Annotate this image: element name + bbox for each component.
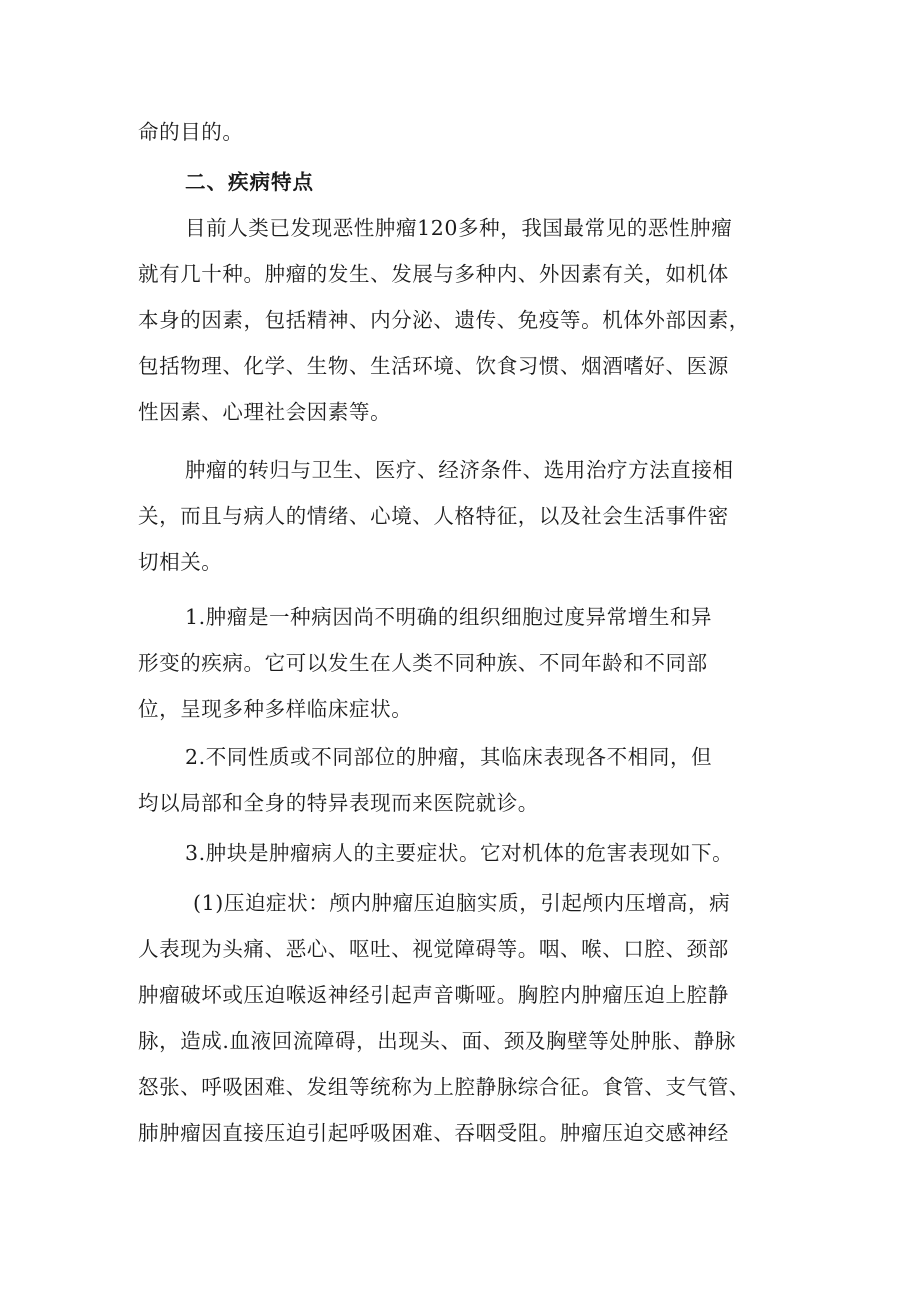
text-line: 人表现为头痛、恶心、呕吐、视觉障碍等。咽、喉、口腔、颈部 [138,937,729,961]
text-line: 形变的疾病。它可以发生在人类不同种族、不同年龄和不同部 [138,651,708,675]
text-line: 本身的因素，包括精神、内分泌、遗传、免疫等。机体外部因素， [138,308,750,332]
text-line: 关，而且与病人的情绪、心境、人格特征，以及社会生活事件密 [138,504,729,528]
numbered-item: 3.肿块是肿瘤病人的主要症状。它对机体的危害表现如下。 [185,841,734,865]
text-line: 性因素、心理社会因素等。 [138,400,392,424]
text-line: 切相关。 [138,550,223,574]
text-line: 肺肿瘤因直接压迫引起呼吸困难、吞咽受阻。肿瘤压迫交感神经 [138,1121,729,1145]
text-line: 目前人类已发现恶性肿瘤120多种，我国最常见的恶性肿瘤 [185,216,733,240]
text-line: 位，呈现多种多样临床症状。 [138,697,413,721]
text-line: 包括物理、化学、生物、生活环境、饮食习惯、烟酒嗜好、医源 [138,354,729,378]
text-line: 就有几十种。肿瘤的发生、发展与多种内、外因素有关，如机体 [138,262,729,286]
sub-item: (1)压迫症状：颅内肿瘤压迫脑实质，引起颅内压增高，病 [193,891,731,915]
text-line: 脉，造成.血液回流障碍，出现头、面、颈及胸壁等处肿胀、静脉 [138,1029,736,1053]
section-heading: 二、疾病特点 [185,170,314,194]
numbered-item: 1.肿瘤是一种病因尚不明确的组织细胞过度异常增生和异 [185,605,713,629]
text-line: 怒张、呼吸困难、发组等统称为上腔静脉综合征。食管、支气管、 [138,1075,750,1099]
text-line: 肿瘤破坏或压迫喉返神经引起声音嘶哑。胸腔内肿瘤压迫上腔静 [138,983,729,1007]
numbered-item: 2.不同性质或不同部位的肿瘤，其临床表现各不相同，但 [185,745,713,769]
text-line: 肿瘤的转归与卫生、医疗、经济条件、选用治疗方法直接相 [185,458,734,482]
text-line: 均以局部和全身的特异表现而来医院就诊。 [138,791,539,815]
text-line: 命的目的。 [138,120,244,144]
